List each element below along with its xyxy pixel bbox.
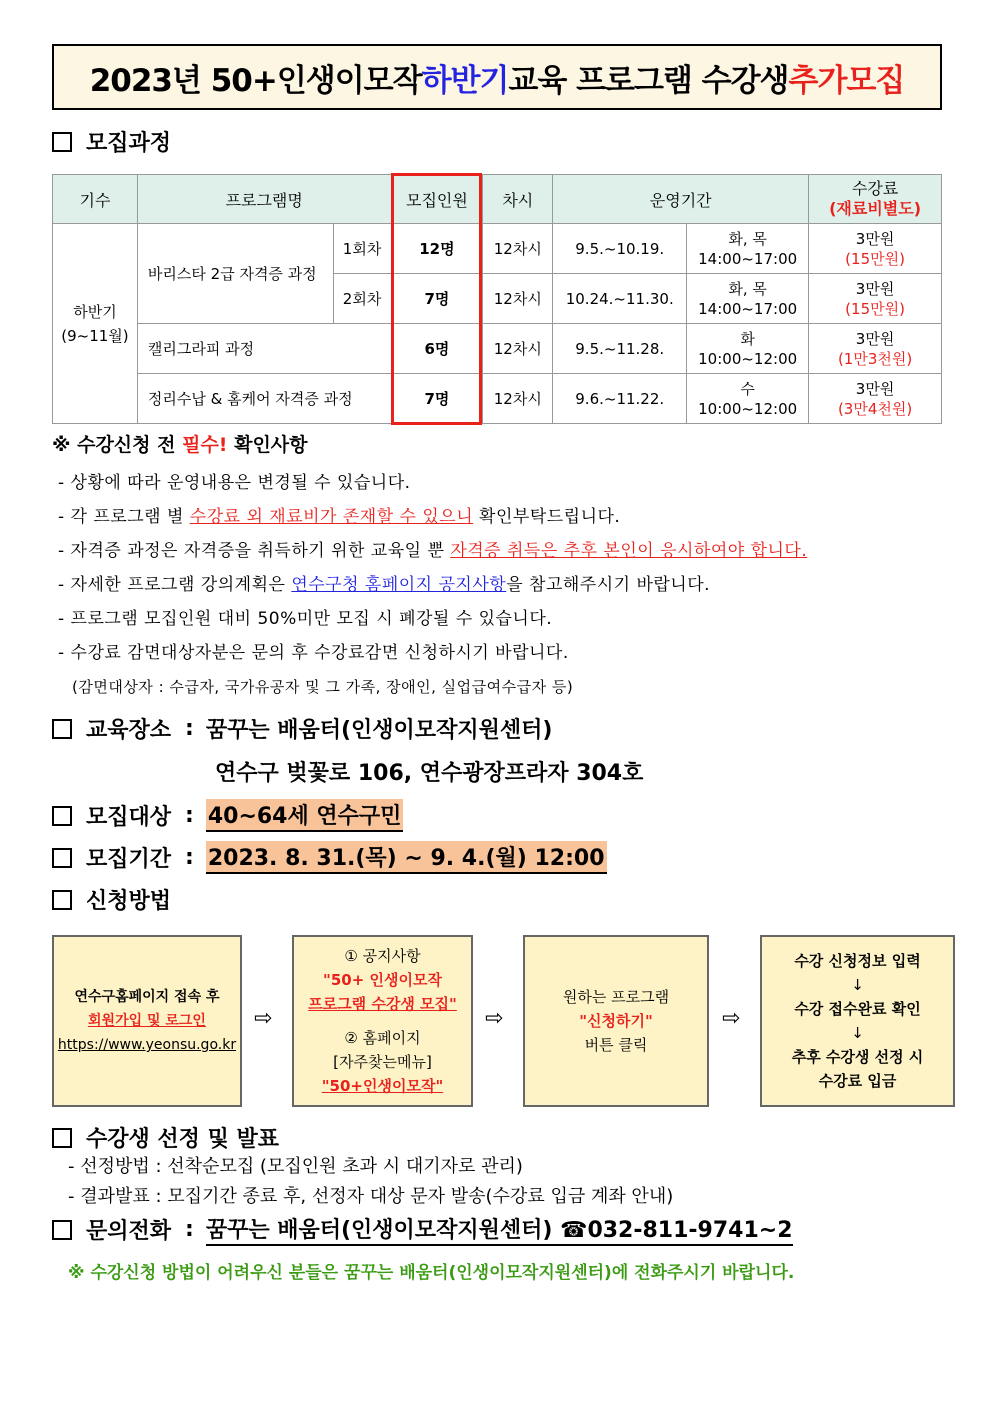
header-fee <box>809 175 942 224</box>
section-venue <box>52 713 552 744</box>
table-header-row <box>53 175 942 224</box>
fee-cell <box>809 274 942 324</box>
days: 화, 목 <box>728 279 767 298</box>
material-fee: (15만원) <box>845 299 905 318</box>
notice-emphasis: 수강료 외 재료비가 존재할 수 있으니 <box>189 507 474 527</box>
header-term: 기수 <box>53 175 138 224</box>
section-target <box>52 799 403 832</box>
notice-sub-item: (감면대상자 : 수급자, 국가유공자 및 그 가족, 장애인, 실업급여수급자 등) <box>72 678 574 696</box>
checkbox-square-icon <box>52 848 72 868</box>
footnote: ※ 수강신청 방법이 어려우신 분들은 꿈꾸는 배움터(인생이모작지원센터)에 전화주시기 바랍니다. <box>68 1263 795 1283</box>
program-name: 캘리그라피 과정 <box>137 324 391 374</box>
title-additional: 추가모집 <box>788 62 905 99</box>
dates-cell: 9.5.~10.19. <box>553 224 687 274</box>
selection-list <box>68 1152 673 1212</box>
period-label: 모집기간 <box>86 847 172 872</box>
notice-item: - 수강료 감면대상자분은 문의 후 수강료감면 신청하시기 바랍니다. <box>58 643 569 663</box>
checkbox-square-icon <box>52 1220 72 1240</box>
program-name: 바리스타 2급 자격증 과정 <box>137 224 333 324</box>
checkbox-square-icon <box>52 719 72 739</box>
schedule-cell <box>687 274 809 324</box>
flow-step-4 <box>760 935 955 1107</box>
round-cell: 2회차 <box>333 274 391 324</box>
checkbox-square-icon <box>52 132 72 152</box>
section-course <box>52 126 171 157</box>
arrow-down-icon: ↓ <box>851 1024 864 1042</box>
time: 10:00~12:00 <box>698 349 798 368</box>
step1-line2: 회원가입 및 로그인 <box>88 1013 206 1029</box>
fee: 3만원 <box>855 379 895 398</box>
venue-address: 연수구 벚꽃로 106, 연수광장프라자 304호 <box>215 761 644 786</box>
time: 10:00~12:00 <box>698 399 798 418</box>
header-fee-label: 수강료 <box>851 179 899 198</box>
header-fee-sub: (재료비별도) <box>829 199 922 218</box>
arrow-right-icon: ⇨ <box>254 1006 273 1031</box>
notice-text: 을 참고해주시기 바랍니다. <box>506 575 711 595</box>
dates-cell: 9.5.~11.28. <box>553 324 687 374</box>
flow-step-2 <box>292 935 473 1107</box>
colon: : <box>185 1217 194 1242</box>
sessions-cell: 12차시 <box>483 274 553 324</box>
fee-cell <box>809 374 942 424</box>
step4-line2: 수강 접수완료 확인 <box>794 1000 921 1018</box>
header-program: 프로그램명 <box>137 175 391 224</box>
recruit-cell: 6명 <box>391 324 483 374</box>
notice-text: - 자세한 프로그램 강의계획은 <box>58 575 292 595</box>
section-method <box>52 884 171 915</box>
term-line1: 하반기 <box>73 302 117 321</box>
selection-label: 수강생 선정 및 발표 <box>86 1127 279 1152</box>
step2-line5: [자주찾는메뉴] <box>333 1053 432 1071</box>
step4-line1: 수강 신청정보 입력 <box>794 952 921 970</box>
material-fee: (3만4천원) <box>837 399 913 418</box>
header-sessions: 차시 <box>483 175 553 224</box>
step3-line1: 원하는 프로그램 <box>562 988 670 1006</box>
table-row <box>53 374 942 424</box>
contact-value: 꿈꾸는 배움터(인생이모작지원센터) ☎032-811-9741~2 <box>206 1213 793 1246</box>
selection-method: - 선정방법 : 선착순모집 (모집인원 초과 시 대기자로 관리) <box>68 1156 523 1177</box>
step1-line1: 연수구홈페이지 접속 후 <box>74 989 220 1005</box>
recruit-cell: 7명 <box>391 374 483 424</box>
term-line2: (9~11월) <box>61 326 129 345</box>
days: 화 <box>740 329 755 348</box>
sessions-cell: 12차시 <box>483 224 553 274</box>
period-value: 2023. 8. 31.(목) ~ 9. 4.(월) 12:00 <box>206 841 607 874</box>
notice-item: - 상황에 따라 운영내용은 변경될 수 있습니다. <box>58 473 411 493</box>
selection-announce: - 결과발표 : 모집기간 종료 후, 선정자 대상 문자 발송(수강료 입금 계좌 안내) <box>68 1186 674 1207</box>
fee-cell <box>809 324 942 374</box>
colon: : <box>185 716 194 741</box>
homepage-notice-link[interactable]: 연수구청 홈페이지 공지사항 <box>291 575 507 595</box>
title-part1: 2023년 50+인생이모작 <box>89 62 422 99</box>
colon: : <box>185 803 194 828</box>
step4-line3: 추후 수강생 선정 시 <box>791 1048 924 1066</box>
target-label: 모집대상 <box>86 805 172 830</box>
fee-cell <box>809 224 942 274</box>
days: 수 <box>740 379 755 398</box>
round-cell: 1회차 <box>333 224 391 274</box>
step2-line1: ① 공지사항 <box>344 947 421 965</box>
fee: 3만원 <box>855 279 895 298</box>
notice-item <box>58 500 807 534</box>
contact-label: 문의전화 <box>86 1219 172 1244</box>
dates-cell: 9.6.~11.22. <box>553 374 687 424</box>
notice-head-a: ※ 수강신청 전 <box>52 434 183 456</box>
step2-line4: ② 홈페이지 <box>344 1029 421 1047</box>
step3-line2: "신청하기" <box>579 1012 653 1030</box>
days: 화, 목 <box>728 229 767 248</box>
table-row <box>53 224 942 274</box>
notice-text: 확인부탁드립니다. <box>473 507 621 527</box>
section-selection <box>52 1122 279 1153</box>
arrow-down-icon: ↓ <box>851 976 864 994</box>
schedule-cell <box>687 374 809 424</box>
term-cell <box>53 224 138 424</box>
arrow-right-icon: ⇨ <box>485 1006 504 1031</box>
arrow-right-icon: ⇨ <box>722 1006 741 1031</box>
notice-list <box>58 466 807 704</box>
title-part3: 교육 프로그램 수강생 <box>508 62 789 99</box>
time: 14:00~17:00 <box>698 299 798 318</box>
section-period <box>52 841 607 874</box>
schedule-cell <box>687 324 809 374</box>
header-recruit: 모집인원 <box>391 175 483 224</box>
recruit-cell: 12명 <box>391 224 483 274</box>
sessions-cell: 12차시 <box>483 374 553 424</box>
checkbox-square-icon <box>52 806 72 826</box>
dates-cell: 10.24.~11.30. <box>553 274 687 324</box>
step2-line3: 프로그램 수강생 모집" <box>308 995 457 1013</box>
notice-item <box>58 534 807 568</box>
program-name: 정리수납 & 홈케어 자격증 과정 <box>137 374 391 424</box>
yeonsu-homepage-link[interactable]: https://www.yeonsu.go.kr <box>57 1037 237 1053</box>
notice-heading <box>52 430 308 457</box>
method-label: 신청방법 <box>86 889 172 914</box>
recruit-cell: 7명 <box>391 274 483 324</box>
notice-emphasis: 자격증 취득은 추후 본인이 응시하여야 합니다. <box>450 541 808 561</box>
colon: : <box>185 845 194 870</box>
checkbox-square-icon <box>52 890 72 910</box>
checkbox-square-icon <box>52 1128 72 1148</box>
notice-head-required: 필수! <box>182 434 228 456</box>
notice-text: - 자격증 과정은 자격증을 취득하기 위한 교육일 뿐 <box>58 541 451 561</box>
page-title <box>52 44 942 110</box>
venue-label: 교육장소 <box>86 718 172 743</box>
material-fee: (15만원) <box>845 249 905 268</box>
title-half-year: 하반기 <box>421 62 509 99</box>
sessions-cell: 12차시 <box>483 324 553 374</box>
step4-line4: 수강료 입금 <box>818 1072 897 1090</box>
notice-item <box>58 568 807 602</box>
fee: 3만원 <box>855 329 895 348</box>
schedule-cell <box>687 224 809 274</box>
header-period: 운영기간 <box>553 175 809 224</box>
notice-text: - 각 프로그램 별 <box>58 507 190 527</box>
flow-step-1 <box>52 935 242 1107</box>
notice-head-c: 확인사항 <box>227 434 308 456</box>
target-value: 40~64세 연수구민 <box>206 799 404 832</box>
section-contact <box>52 1213 793 1246</box>
table-row <box>53 324 942 374</box>
step2-line2: "50+ 인생이모작 <box>323 971 442 989</box>
material-fee: (1만3천원) <box>837 349 913 368</box>
section-course-label: 모집과정 <box>86 131 172 156</box>
step3-line3: 버튼 클릭 <box>584 1036 648 1054</box>
notice-item: - 프로그램 모집인원 대비 50%미만 모집 시 폐강될 수 있습니다. <box>58 609 553 629</box>
fee: 3만원 <box>855 229 895 248</box>
venue-line1: 꿈꾸는 배움터(인생이모작지원센터) <box>205 718 553 743</box>
flow-step-3 <box>523 935 709 1107</box>
time: 14:00~17:00 <box>698 249 798 268</box>
program-table <box>52 174 942 424</box>
step2-line6: "50+인생이모작" <box>321 1077 444 1095</box>
